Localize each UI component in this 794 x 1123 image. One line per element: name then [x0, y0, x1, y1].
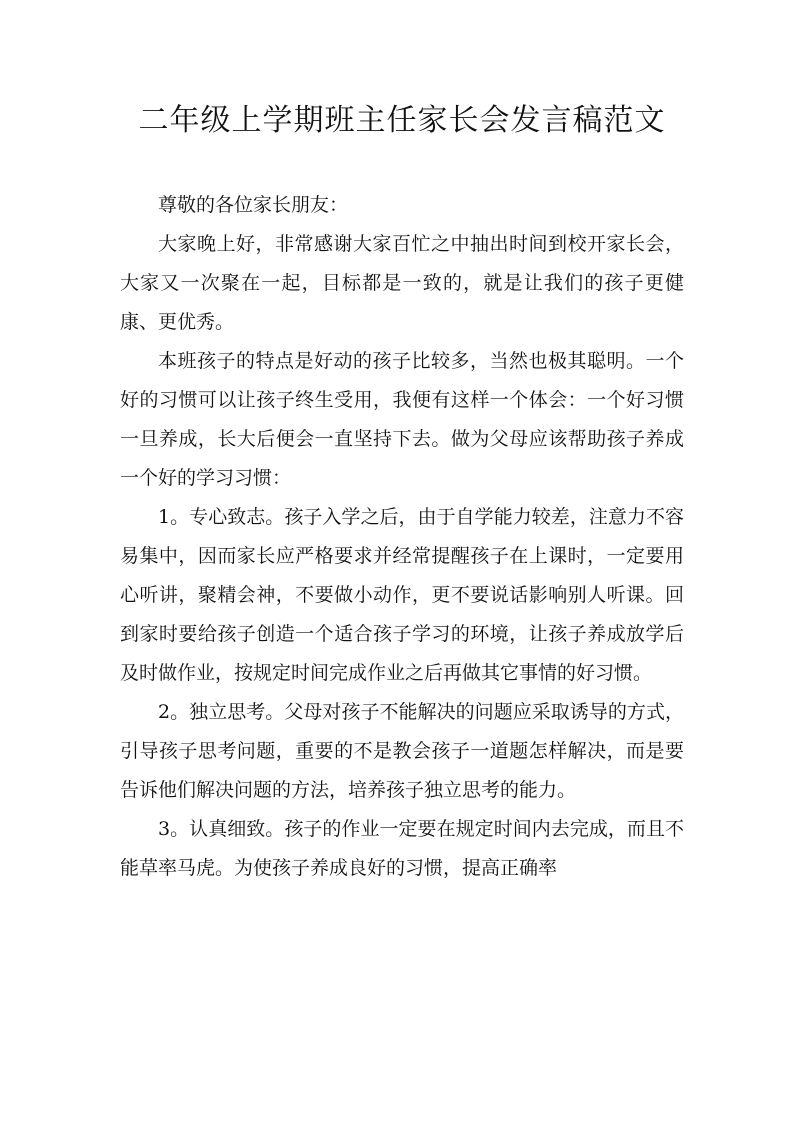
habit-1-paragraph: 1。专心致志。孩子入学之后，由于自学能力较差，注意力不容易集中，因而家长应严格要求并经常提醒孩子在上课时，一定要用心听讲，聚精会神，不要做小动作，更不要说话影响别人听课。回到家时要给孩子创造一个适合孩子学习的环境，让孩子养成放学后及时做作业，按规定时间完成作业之后再做其它事情的好习惯。	[120, 506, 684, 684]
document-body	[120, 186, 684, 888]
greeting-paragraph: 尊敬的各位家长朋友：	[158, 194, 349, 216]
document-title: 二年级上学期班主任家长会发言稿范文	[138, 103, 666, 138]
habit-3-paragraph: 3。认真细致。孩子的作业一定要在规定时间内去完成，而且不能草率马虎。为使孩子养成良好的习惯，提高正确率	[120, 818, 684, 879]
opening-paragraph: 大家晚上好，非常感谢大家百忙之中抽出时间到校开家长会，大家又一次聚在一起，目标都是一致的，就是让我们的孩子更健康、更优秀。	[120, 233, 684, 333]
habit-2-paragraph: 2。独立思考。父母对孩子不能解决的问题应采取诱导的方式，引导孩子思考问题，重要的不是教会孩子一道题怎样解决，而是要告诉他们解决问题的方法，培养孩子独立思考的能力。	[120, 701, 684, 801]
class-traits-paragraph: 本班孩子的特点是好动的孩子比较多，当然也极其聪明。一个好的习惯可以让孩子终生受用，我便有这样一个体会：一个好习惯一旦养成，长大后便会一直坚持下去。做为父母应该帮助孩子养成一个好的学习习惯：	[120, 350, 684, 489]
